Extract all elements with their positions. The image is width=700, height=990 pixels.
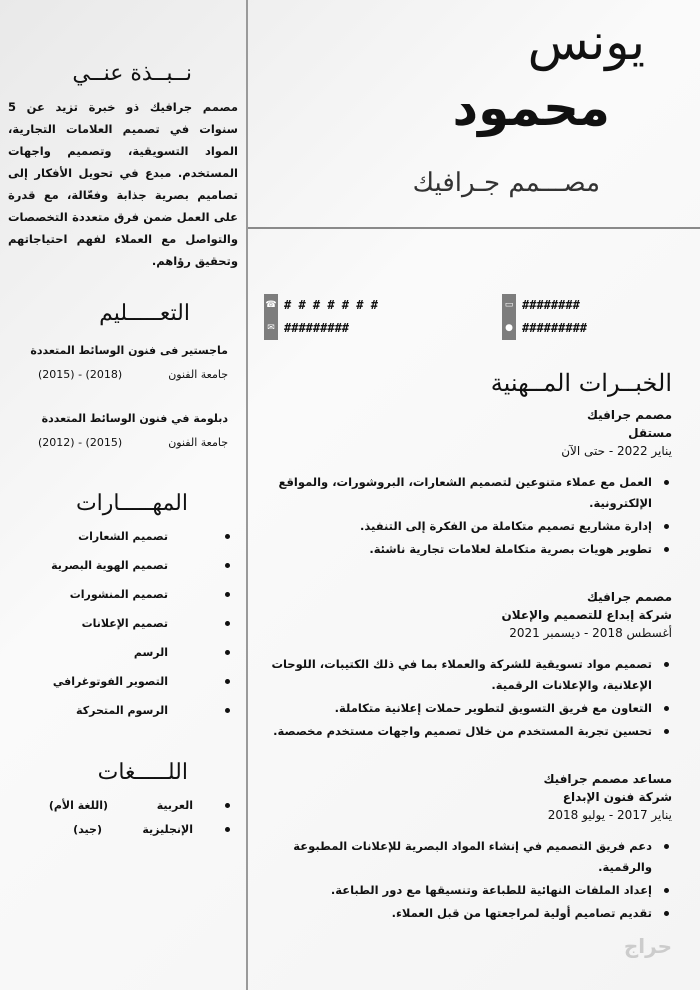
job-period: يناير 2017 - يوليو 2018 [547,808,672,822]
job-entry [260,588,672,642]
skill-item: الرسم [8,644,238,662]
job-point: تطوير هويات بصرية متكاملة لعلامات تجارية ناشئة. [260,539,672,560]
skill-item: تصميم الهوية البصرية [8,557,238,575]
language-name: الإنجليزية [142,823,193,836]
contact-left [284,294,378,340]
language-name: العربية [156,799,193,812]
job-role: مساعد مصمم جرافيك [543,772,672,786]
watermark: حراج [623,934,672,958]
contact-icon-bar [502,294,516,340]
job-point: دعم فريق التصميم في إنشاء المواد البصرية للإعلانات المطبوعة والرقمية. [260,836,672,878]
job-point: تصميم مواد تسويقية للشركة والعملاء بما في ذلك الكتيبات، اللوحات الإعلانية، والإعلانات الرقمية. [260,654,672,696]
skill-item: تصميم الشعارات [8,528,238,546]
school: جامعة الفنون [168,368,228,381]
phone-value: # # # # # # # [284,298,378,312]
languages-list [8,797,238,845]
contact-right [522,294,587,340]
language-item [8,821,238,839]
skills-heading: المهـــــارات [75,491,188,516]
email-value: ######### [284,321,350,335]
phone-icon: ☎ [265,300,277,310]
last-name: محمود [452,79,610,137]
main-column [260,366,672,958]
contact-icon-bar [264,294,278,340]
language-level: (جيد) [73,823,102,836]
job-point: تقديم تصاميم أولية لمراجعتها من قبل العملاء. [260,903,672,924]
years: (2015) - (2012) [38,436,123,449]
skill-item: تصميم الإعلانات [8,615,238,633]
about-text: مصمم جرافيك ذو خبرة تزيد عن 5 سنوات في تصميم العلامات التجارية، المواد التسويقية، وتصميم واجهات المستخدم. مبدع في تحويل الأفكار إلى تصاميم بصرية جذابة وفعّالة، مع قدرة على العمل ضمن فرق متعددة التخصصات والتواصل مع العملاء لفهم احتياجاتهم وتحقيق رؤاهم. [8,100,238,268]
job-entry [260,770,672,824]
bullet [225,803,230,808]
job-points [260,836,672,926]
job-role: مصمم جرافيك [586,590,672,604]
bullet [225,827,230,832]
languages-heading: اللـــــغات [97,760,188,785]
skills-list [8,528,238,731]
degree: ماجستير فى فنون الوسائط المتعددة [30,344,228,357]
language-item [8,797,238,815]
education-item [8,410,238,452]
skill-item: التصوير الفوتوغرافي [8,673,238,691]
sidebar [8,58,238,845]
degree: دبلومة في فنون الوسائط المتعددة [41,412,228,425]
skill-item: الرسوم المتحركة [8,702,238,720]
job-company: شركة فنون الإبداع [562,790,672,804]
skill-item: تصميم المنشورات [8,586,238,604]
experience-heading: الخبــرات المــهنية [490,369,672,397]
job-point: التعاون مع فريق التسويق لتطوير حملات إعلانية متكاملة. [260,698,672,719]
job-company: مستقل [628,426,672,440]
job-point: إدارة مشاريع تصميم متكاملة من الفكرة إلى التنفيذ. [260,516,672,537]
job-company: شركة إبداع للتصميم والإعلان [501,608,672,622]
language-level: (اللغة الأم) [48,799,108,812]
job-point: العمل مع عملاء متنوعين لتصميم الشعارات، البروشورات، والمواقع الإلكترونية. [260,472,672,514]
years: (2018) - (2015) [38,368,123,381]
school: جامعة الفنون [168,436,228,449]
location-icon: ● [505,323,513,333]
job-points [260,654,672,744]
first-name: يونس [527,13,645,71]
job-point: إعداد الملفات النهائية للطباعة وتنسيقها مع دور الطباعة. [260,880,672,901]
job-title: مصـــمم جـرافيك [412,168,600,198]
job-period: يناير 2022 - حتى الآن [561,444,672,458]
website-value: ######## [522,298,580,312]
job-point: تحسين تجربة المستخدم من خلال تصميم واجهات مستخدم مخصصة. [260,721,672,742]
vertical-divider [246,0,248,990]
location-value: ######### [522,321,588,335]
job-entry [260,406,672,460]
laptop-icon: ▭ [504,300,514,310]
job-role: مصمم جرافيك [586,408,672,422]
mail-icon: ✉ [267,323,275,333]
job-points [260,472,672,562]
job-period: أغسطس 2018 - ديسمبر 2021 [509,626,672,640]
header-divider [248,227,700,229]
education-heading: التعـــــليم [99,301,190,326]
about-heading: نــبــذة عنــي [72,61,192,86]
education-item [8,342,238,384]
